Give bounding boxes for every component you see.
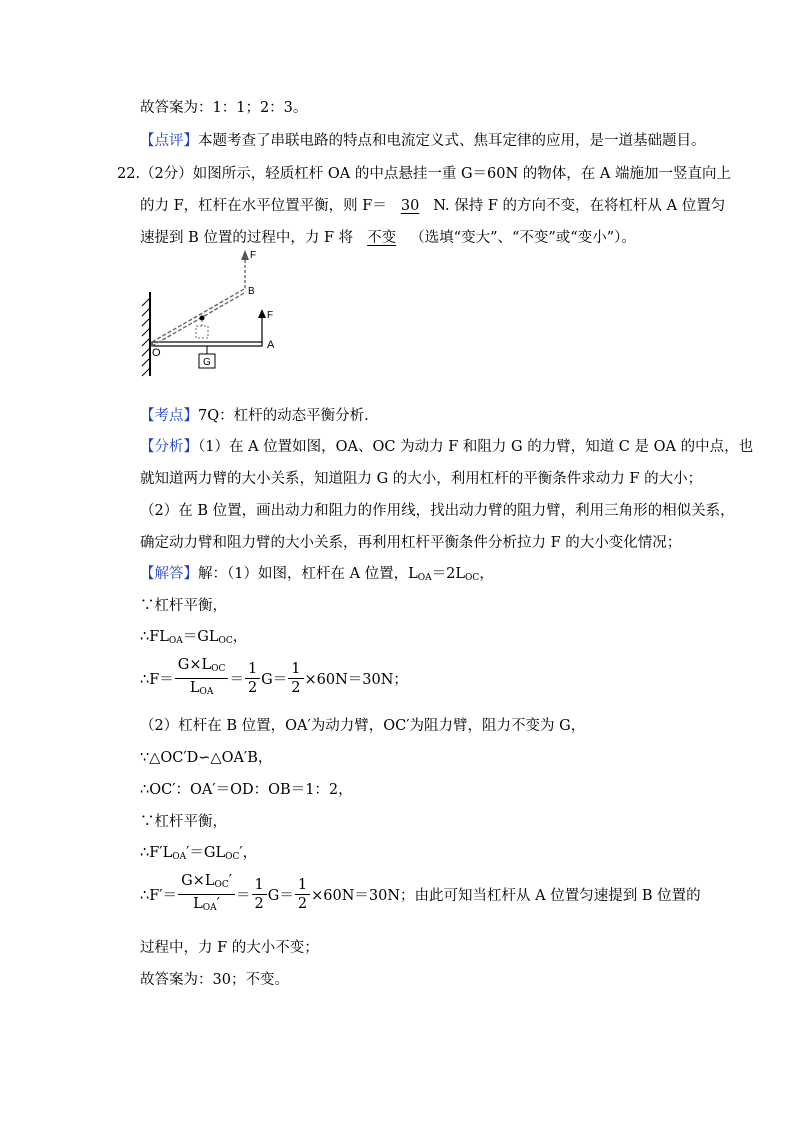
jieda-tag: 【解答】 <box>140 566 198 582</box>
eq2-prefix: ∴F′＝ <box>140 888 178 904</box>
eq2-half2-den: 2 <box>297 896 308 912</box>
fenxi-text-1: （1）在 A 位置如图，OA、OC 为动力 F 和阻力 G 的力臂，知道 C 是 OA 的中点，也 <box>198 439 754 455</box>
label-b: B <box>248 286 255 297</box>
eq1-den-sub: OA <box>199 687 214 697</box>
jieda-line-1-sub1: OA <box>417 573 432 583</box>
lever-b-upper <box>152 288 246 342</box>
eq1-equals: ＝ <box>229 672 244 688</box>
eq1-half2-den: 2 <box>291 680 301 696</box>
kaodian-line <box>140 406 369 426</box>
eq1-half-den: 2 <box>247 680 258 696</box>
jieda-line-8: ∵杠杆平衡， <box>140 814 227 830</box>
fenxi-line-3: （2）在 B 位置，画出动力和阻力的作用线，找出动力臂的阻力臂，利用三角形的相似关系， <box>140 503 735 519</box>
jieda-line-9-sub1: OA <box>172 852 187 862</box>
comment-tag: 【点评】 <box>140 133 198 149</box>
eq2-den-sub: OA <box>202 903 217 913</box>
question-line-3-post: （选填“变大”、“不变”或“变小”）。 <box>410 230 636 246</box>
previous-answer: 故答案为：1：1；2：3。 <box>140 100 308 116</box>
eq1-half2-num: 1 <box>288 660 303 679</box>
eq1-denominator <box>175 679 229 701</box>
fenxi-tag: 【分析】 <box>140 439 198 455</box>
eq1-num-text: G×L <box>177 657 212 673</box>
jieda-line-9-c: ′， <box>239 845 258 861</box>
question-line-2-post: N. 保持 F 的方向不变，在将杠杆从 A 位置匀 <box>433 198 726 214</box>
eq2-denominator <box>178 895 235 917</box>
question-line-1: 22.（2分）如图所示，轻质杠杆 OA 的中点悬挂一重 G＝60N 的物体，在 A 端施加一竖直向上 <box>117 166 731 182</box>
label-g: G <box>203 357 211 368</box>
jieda-line-1-sub2: OC <box>465 573 480 583</box>
fenxi-line-2: 就知道两力臂的大小关系，知道阻力 G 的大小，利用杠杆的平衡条件求动力 F 的大小； <box>140 471 703 487</box>
jieda-line-11: 过程中，力 F 的大小不变； <box>140 940 319 956</box>
eq2-half2-num: 1 <box>295 876 310 895</box>
question-line-2 <box>140 196 725 216</box>
jieda-line-3-sub2: OC <box>218 636 233 646</box>
final-answer: 故答案为：30；不变。 <box>140 972 289 988</box>
jieda-line-3 <box>140 627 247 651</box>
answer-blank-1: 30 <box>400 198 420 214</box>
eq2-end: ×60N＝30N；由此可知当杠杆从 A 位置匀速提到 B 位置的 <box>311 888 701 904</box>
comment-line <box>140 131 706 151</box>
eq2-half-den: 2 <box>254 896 264 912</box>
eq2-den-prime: ′ <box>216 896 220 912</box>
eq2-half <box>252 876 267 913</box>
jieda-line-2: ∵杠杆平衡， <box>140 598 227 614</box>
eq2-den-text: L <box>193 896 203 912</box>
eq1-num-sub: OC <box>211 664 226 674</box>
jieda-line-9-a: ∴F′L <box>140 845 173 861</box>
jieda-line-3-c: ， <box>232 629 248 645</box>
question-line-3-pre: 速提到 B 位置的过程中，力 F 将 <box>140 230 354 246</box>
force-f-at-a-arrow <box>258 309 266 318</box>
question-line-3 <box>140 228 636 248</box>
label-f-right: F <box>267 310 274 321</box>
label-o: O <box>152 347 161 359</box>
eq1-half <box>245 660 260 697</box>
jieda-line-1-end: ， <box>479 566 494 582</box>
jieda-line-1-text: 解：（1）如图，杠杆在 A 位置，L <box>198 566 418 582</box>
eq1-fraction <box>175 656 229 701</box>
dashed-weight <box>196 326 208 338</box>
jieda-line-3-b: ＝GL <box>182 629 219 645</box>
lever-figure <box>138 246 298 382</box>
jieda-line-3-sub1: OA <box>168 636 183 646</box>
kaodian-tag: 【考点】 <box>140 408 198 424</box>
question-line-2-pre: 的力 F，杠杆在水平位置平衡，则 F＝ <box>140 198 387 214</box>
label-a: A <box>267 339 275 351</box>
eq1-prefix: ∴F＝ <box>140 672 174 688</box>
eq1-half-2 <box>288 660 303 697</box>
label-f-top: F <box>250 250 257 261</box>
answer-blank-2: 不变 <box>367 230 397 246</box>
jieda-line-7: ∴OC′：OA′＝OD：OB＝1：2， <box>140 782 353 798</box>
kaodian-text: 7Q：杠杆的动态平衡分析. <box>198 408 369 424</box>
eq2-half-num: 1 <box>252 876 267 895</box>
jieda-line-5: （2）杠杆在 B 位置，OA′为动力臂，OC′为阻力臂，阻力不变为 G， <box>140 718 586 734</box>
eq1-numerator <box>175 656 229 679</box>
jieda-line-3-a: ∴FL <box>140 629 169 645</box>
jieda-line-1 <box>140 564 494 588</box>
comment-text: 本题考查了串联电路的特点和电流定义式、焦耳定律的应用，是一道基础题目。 <box>198 133 706 149</box>
fenxi-line-4: 确定动力臂和阻力臂的大小关系，再利用杠杆平衡条件分析拉力 F 的大小变化情况； <box>140 535 682 551</box>
eq1-half-num: 1 <box>245 660 260 679</box>
eq2-numerator <box>178 872 235 895</box>
eq1-den-text: L <box>189 680 200 696</box>
pivot-point-b <box>200 316 205 321</box>
eq2-num-text: G×L <box>181 873 215 889</box>
fenxi-line-1 <box>140 437 753 457</box>
eq2-fraction <box>178 872 235 917</box>
eq2-g: G＝ <box>267 888 294 904</box>
wall-hatching <box>142 298 150 376</box>
jieda-line-9-sub2: OC <box>225 852 240 862</box>
jieda-line-9-b: ′＝GL <box>186 845 226 861</box>
lever-horizontal <box>152 342 262 346</box>
equation-2 <box>140 872 701 917</box>
jieda-line-6: ∵△OC′D∽△OA′B， <box>140 750 273 766</box>
eq2-num-prime: ′ <box>228 873 233 889</box>
jieda-line-9 <box>140 843 257 867</box>
equation-1 <box>140 656 408 701</box>
eq2-num-sub: OC <box>214 880 229 890</box>
eq1-end: ×60N＝30N； <box>304 672 408 688</box>
eq2-equals: ＝ <box>236 888 251 904</box>
eq1-g: G＝ <box>261 672 288 688</box>
eq2-half-2 <box>295 876 310 913</box>
jieda-line-1-mid: ＝2L <box>431 566 466 582</box>
force-f-at-b-arrow <box>241 250 249 260</box>
